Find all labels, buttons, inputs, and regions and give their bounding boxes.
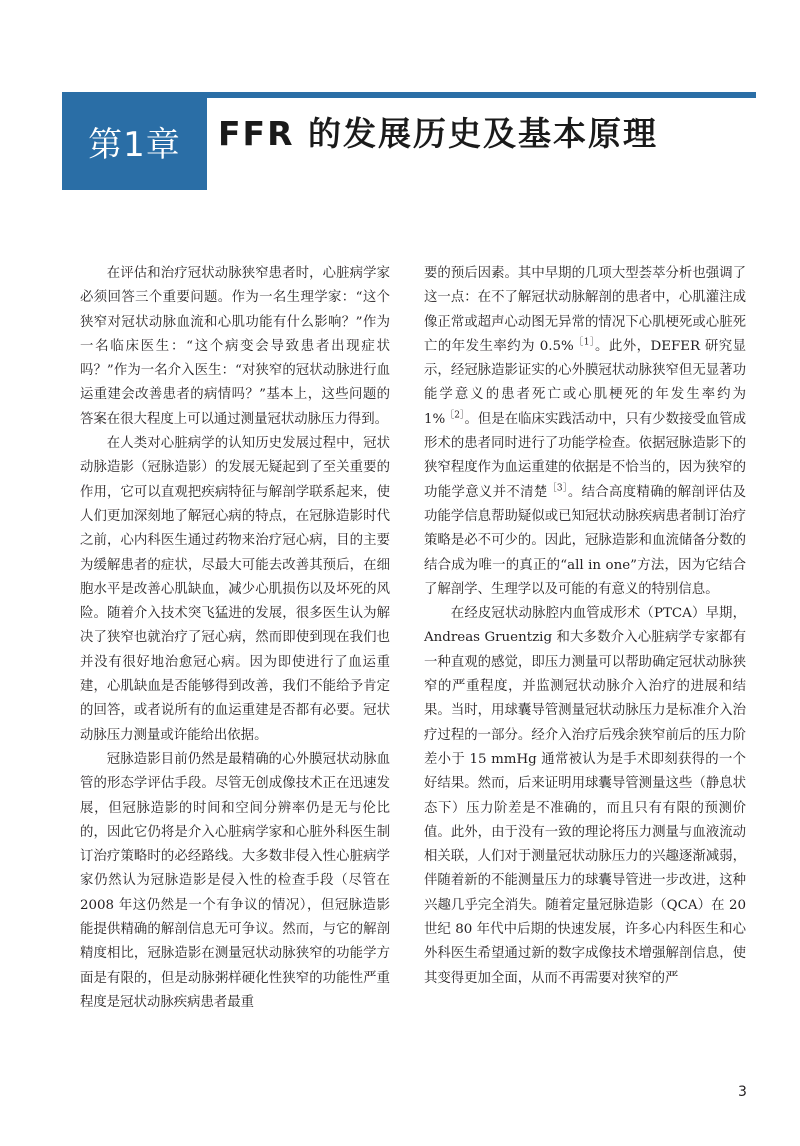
paragraph-text: 。此外，DEFER 研究显示，经冠脉造影证实的心外膜冠状动脉狭窄但无显著功能学意义的患者死亡或心肌梗死的年发生率约为 1% xyxy=(424,338,746,427)
paragraph-text: 。但是在临床实践活动中，只有少数接受血管成形术的患者同时进行了功能学检查。依据冠脉造影下的狭窄程度作为血运重建的依据是不恰当的，因为狭窄的功能学意义并不清楚 xyxy=(424,411,746,500)
chapter-number-box xyxy=(62,92,207,190)
paragraph-text: 要的预后因素。其中早期的几项大型荟萃分析也强调了这一点：在不了解冠状动脉解剖的患者中，心肌灌注成像正常或超声心动图无异常的情况下心肌梗死或心脏死亡的年发生率约为 0.5% xyxy=(424,266,746,354)
citation-marker[interactable]: ［3］ xyxy=(547,483,568,494)
chapter-title: FFR 的发展历史及基本原理 xyxy=(218,114,658,153)
paragraph: 冠脉造影目前仍然是最精确的心外膜冠状动脉血管的形态学评估手段。尽管无创成像技术正在迅速发展，但冠脉造影的时间和空间分辨率仍是无与伦比的，因此它仍将是介入心脏病学家和心脏外科医生制订治疗策略时的必经路线。大多数非侵入性心脏病学家仍然认为冠脉造影是侵入性的检查手段（尽管在 2008 年这仍然是一个有争议的情况），但冠脉造影能提供精确的解剖信息无可争议。然而，与它的解剖精度相比，冠脉造影在测量冠状动脉狭窄的功能学方面是有限的，但是动脉粥样硬化性狭窄的功能性严重程度是冠状动脉疾病患者最重 xyxy=(80,751,390,1010)
chapter-label: 第1章 xyxy=(88,124,181,165)
paragraph: 在人类对心脏病学的认知历史发展过程中，冠状动脉造影（冠脉造影）的发展无疑起到了至关重要的作用，它可以直观把疾病特征与解剖学联系起来，使人们更加深刻地了解冠心病的特点，在冠脉造影时代之前，心内科医生通过药物来治疗冠心病，目的主要为缓解患者的症状，尽最大可能去改善其预后，在细胞水平是改善心肌缺血，减少心肌损伤以及坏死的风险。随着介入技术突飞猛进的发展，很多医生认为解决了狭窄也就治疗了冠心病，然而即使到现在我们也并没有很好地治愈冠心病。因为即使进行了血运重建，心肌缺血是否能够得到改善，我们不能给予肯定的回答，或者说所有的血运重建是否都有必要。冠状动脉压力测量或许能给出依据。 xyxy=(80,436,390,743)
page-number: 3 xyxy=(738,1084,747,1100)
paragraph-continued xyxy=(424,262,746,602)
citation-marker[interactable]: ［2］ xyxy=(445,410,465,421)
paragraph-text: 。结合高度精确的解剖评估及功能学信息帮助疑似或已知冠状动脉疾病患者制订治疗策略是必不可少的。因此，冠脉造影和血流储备分数的结合成为唯一的真正的“all in one”方法，因为它结合了解剖学、生理学以及可能的有意义的特别信息。 xyxy=(424,484,747,597)
citation-marker[interactable]: ［1］ xyxy=(573,337,595,348)
paragraph: 在评估和治疗冠状动脉狭窄患者时，心脏病学家必须回答三个重要问题。作为一名生理学家：“这个狭窄对冠状动脉血流和心肌功能有什么影响？”作为一名临床医生：“这个病变会导致患者出现症状吗？”作为一名介入医生：“对狭窄的冠状动脉进行血运重建会改善患者的病情吗？”基本上，这些问题的答案在很大程度上可以通过测量冠状动脉压力得到。 xyxy=(80,266,390,427)
right-column xyxy=(424,262,746,991)
paragraph: 在经皮冠状动脉腔内血管成形术（PTCA）早期，Andreas Gruentzig 和大多数介入心脏病学专家都有一种直观的感觉，即压力测量可以帮助确定冠状动脉狭窄的严重程度，并监测冠状动脉介入治疗的进展和结果。当时，用球囊导管测量冠状动脉压力是标准介入治疗过程的一部分。经介入治疗后残余狭窄前后的压力阶差小于 15 mmHg 通常被认为是手术即刻获得的一个好结果。然而，后来证明用球囊导管测量这些（静息状态下）压力阶差是不准确的，而且只有有限的预测价值。此外，由于没有一致的理论将压力测量与血液流动相关联，人们对于测量冠状动脉压力的兴趣逐渐减弱，伴随着新的不能测量压力的球囊导管进一步改进，这种兴趣几乎完全消失。随着定量冠脉造影（QCA）在 20 世纪 80 年代中后期的快速发展，许多心内科医生和心外科医生希望通过新的数字成像技术增强解剖信息，使其变得更加全面，从而不再需要对狭窄的严 xyxy=(424,606,746,986)
left-column xyxy=(80,262,390,1015)
